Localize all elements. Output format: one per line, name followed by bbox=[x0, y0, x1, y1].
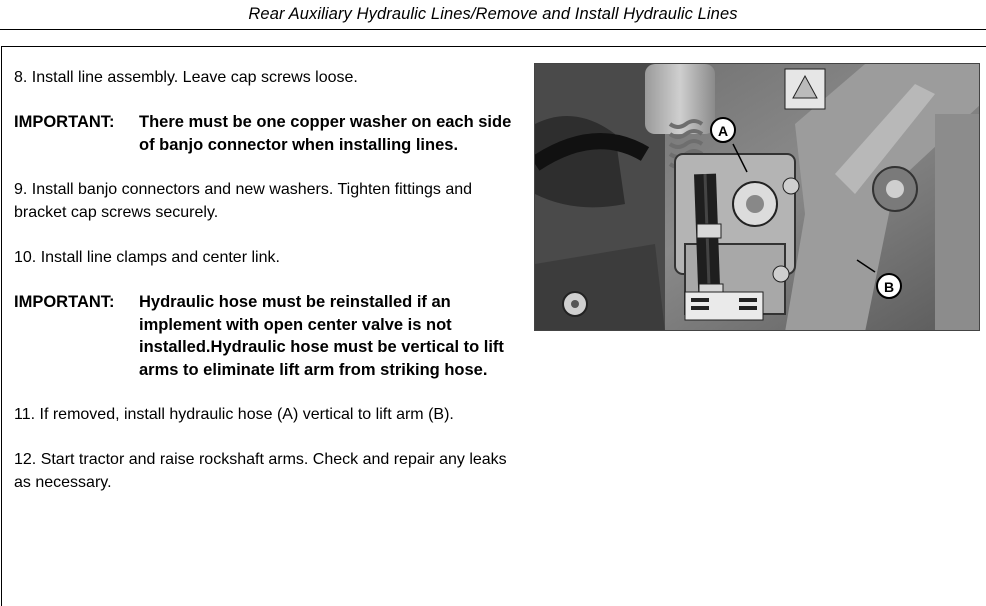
important-text: There must be one copper washer on each side of banjo connector when installing lines. bbox=[139, 113, 512, 154]
instructions-column bbox=[14, 66, 524, 516]
important-label: IMPORTANT: bbox=[14, 113, 115, 131]
page-title: Rear Auxiliary Hydraulic Lines/Remove and Install Hydraulic Lines bbox=[248, 5, 738, 23]
important-note-2 bbox=[14, 291, 524, 381]
step-8: 8. Install line assembly. Leave cap screws loose. bbox=[14, 69, 358, 86]
step-12: 12. Start tractor and raise rockshaft arms. Check and repair any leaks as necessary. bbox=[14, 451, 507, 491]
photo-illustration bbox=[535, 64, 980, 331]
callout-b: B bbox=[883, 279, 895, 295]
important-note-1 bbox=[14, 111, 524, 156]
step-10: 10. Install line clamps and center link. bbox=[14, 249, 280, 266]
page-header bbox=[0, 0, 986, 30]
step-9: 9. Install banjo connectors and new washers. Tighten fittings and bracket cap screws securely. bbox=[14, 181, 473, 221]
callout-a: A bbox=[717, 123, 729, 139]
hydraulic-hose-photo bbox=[534, 63, 980, 331]
important-label: IMPORTANT: bbox=[14, 293, 115, 311]
step-11: 11. If removed, install hydraulic hose (A) vertical to lift arm (B). bbox=[14, 406, 454, 423]
important-text: Hydraulic hose must be reinstalled if an implement with open center valve is not installed.Hydraulic hose must be vertical to lift arms to eliminate lift arm from striking hose. bbox=[139, 293, 504, 379]
